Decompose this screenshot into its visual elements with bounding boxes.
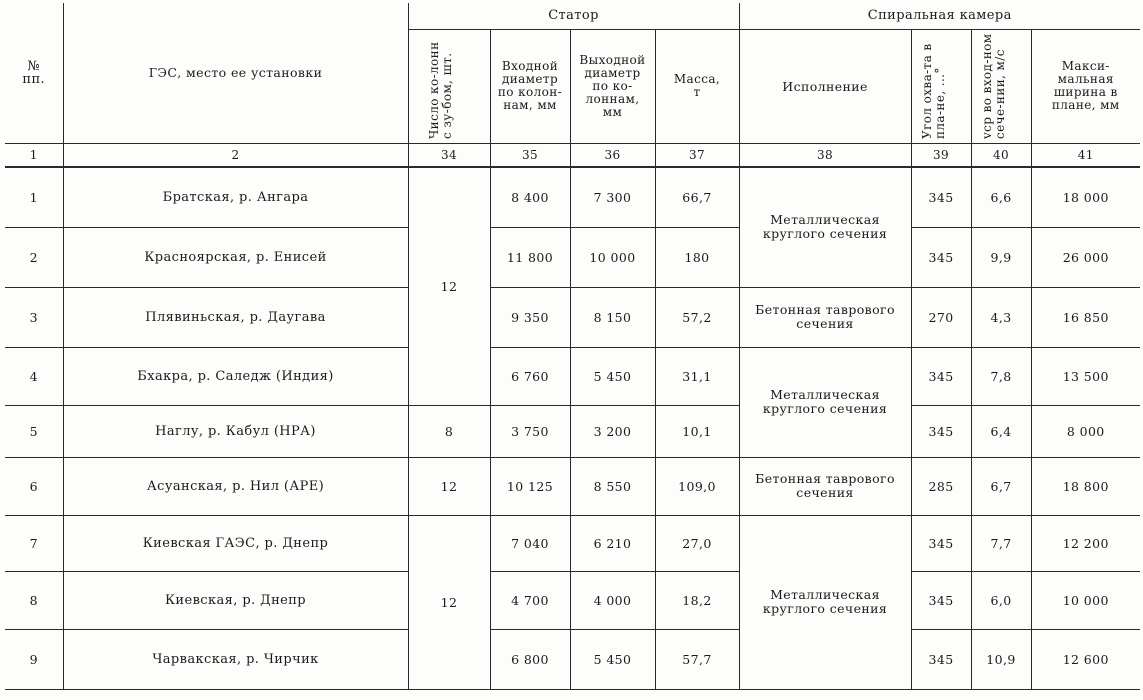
header-stator-group xyxy=(408,3,739,29)
stator-inlet-cell: 8 400 xyxy=(490,167,570,227)
header-spiral-velocity-label: vср во вход-ном сече-нии, м/с xyxy=(980,33,1008,139)
stator-outlet-cell: 6 210 xyxy=(570,515,655,571)
row-number: 7 xyxy=(5,515,63,571)
spiral-angle-cell: 345 xyxy=(911,227,971,287)
header-stator-columns xyxy=(408,29,490,143)
row-number: 4 xyxy=(5,347,63,405)
table-row xyxy=(5,515,1140,571)
column-number: 2 xyxy=(63,144,408,168)
spiral-execution-cell: Металлическая круглого сечения xyxy=(739,515,911,689)
table-row xyxy=(5,347,1140,405)
stator-mass-cell: 18,2 xyxy=(655,571,739,629)
column-number: 36 xyxy=(570,144,655,168)
spiral-velocity-cell: 7,7 xyxy=(971,515,1031,571)
column-number: 40 xyxy=(971,144,1031,168)
stator-inlet-cell: 4 700 xyxy=(490,571,570,629)
header-station xyxy=(63,3,408,144)
row-number: 8 xyxy=(5,571,63,629)
stator-outlet-cell: 10 000 xyxy=(570,227,655,287)
header-no xyxy=(5,3,63,144)
spiral-execution-cell: Бетонная таврового сечения xyxy=(739,457,911,515)
spiral-velocity-cell: 9,9 xyxy=(971,227,1031,287)
column-number: 34 xyxy=(408,144,490,168)
station-name: Киевская ГАЭС, р. Днепр xyxy=(63,515,408,571)
spiral-velocity-cell: 7,8 xyxy=(971,347,1031,405)
column-number-row xyxy=(5,144,1140,168)
stator-inlet-cell: 3 750 xyxy=(490,405,570,457)
station-name: Бхакра, р. Саледж (Индия) xyxy=(63,347,408,405)
spiral-execution-cell: Металлическая круглого сечения xyxy=(739,167,911,287)
header-spiral-label: Спиральная камера xyxy=(867,8,1012,24)
data-table xyxy=(5,3,1140,690)
header-spiral-execution xyxy=(739,29,911,143)
stator-columns-cell: 8 xyxy=(408,405,490,457)
stator-columns-cell: 12 xyxy=(408,167,490,405)
stator-mass-cell: 57,7 xyxy=(655,629,739,689)
spiral-width-cell: 12 200 xyxy=(1031,515,1140,571)
spiral-width-cell: 26 000 xyxy=(1031,227,1140,287)
header-stator-label: Статор xyxy=(548,8,599,24)
spiral-angle-cell: 345 xyxy=(911,405,971,457)
header-stator-mass xyxy=(655,29,739,143)
stator-outlet-cell: 8 150 xyxy=(570,287,655,347)
header-spiral-width xyxy=(1031,29,1140,143)
stator-columns-cell: 12 xyxy=(408,515,490,689)
column-number: 41 xyxy=(1031,144,1140,168)
stator-inlet-cell: 6 760 xyxy=(490,347,570,405)
station-name: Братская, р. Ангара xyxy=(63,167,408,227)
stator-inlet-cell: 6 800 xyxy=(490,629,570,689)
header-stator-inlet xyxy=(490,29,570,143)
station-name: Красноярская, р. Енисей xyxy=(63,227,408,287)
header-spiral-execution-label: Исполнение xyxy=(782,78,868,94)
stator-outlet-cell: 5 450 xyxy=(570,347,655,405)
table-row xyxy=(5,405,1140,457)
table-row xyxy=(5,167,1140,227)
stator-mass-cell: 57,2 xyxy=(655,287,739,347)
stator-mass-cell: 10,1 xyxy=(655,405,739,457)
spiral-width-cell: 18 000 xyxy=(1031,167,1140,227)
row-number: 5 xyxy=(5,405,63,457)
row-number: 3 xyxy=(5,287,63,347)
row-number: 6 xyxy=(5,457,63,515)
spiral-angle-cell: 345 xyxy=(911,347,971,405)
stator-outlet-cell: 3 200 xyxy=(570,405,655,457)
station-name: Асуанская, р. Нил (АРЕ) xyxy=(63,457,408,515)
station-name: Чарвакская, р. Чирчик xyxy=(63,629,408,689)
stator-columns-cell: 12 xyxy=(408,457,490,515)
stator-outlet-cell: 5 450 xyxy=(570,629,655,689)
table-row xyxy=(5,227,1140,287)
spiral-width-cell: 8 000 xyxy=(1031,405,1140,457)
header-stator-outlet xyxy=(570,29,655,143)
header-stator-columns-label: Число ко-лонн с зу-бом, шт. xyxy=(427,41,454,139)
column-number: 1 xyxy=(5,144,63,168)
header-spiral-group xyxy=(739,3,1140,29)
stator-outlet-cell: 8 550 xyxy=(570,457,655,515)
table-row xyxy=(5,571,1140,629)
spiral-angle-cell: 345 xyxy=(911,167,971,227)
header-spiral-width-label: Макси-мальная ширина в плане, мм xyxy=(1051,59,1120,113)
spiral-angle-cell: 345 xyxy=(911,571,971,629)
header-station-label: ГЭС, место ее установки xyxy=(148,65,323,80)
header-spiral-angle xyxy=(911,29,971,143)
row-number: 2 xyxy=(5,227,63,287)
station-name: Наглу, р. Кабул (НРА) xyxy=(63,405,408,457)
stator-mass-cell: 66,7 xyxy=(655,167,739,227)
header-stator-outlet-label: Выходной диаметр по ко-лоннам, мм xyxy=(579,52,646,119)
header-spiral-velocity xyxy=(971,29,1031,143)
column-number: 35 xyxy=(490,144,570,168)
spiral-width-cell: 12 600 xyxy=(1031,629,1140,689)
spiral-width-cell: 13 500 xyxy=(1031,347,1140,405)
spiral-angle-cell: 270 xyxy=(911,287,971,347)
stator-mass-cell: 27,0 xyxy=(655,515,739,571)
column-number: 38 xyxy=(739,144,911,168)
header-stator-inlet-label: Входной диаметр по колон-нам, мм xyxy=(497,59,563,113)
stator-mass-cell: 31,1 xyxy=(655,347,739,405)
spiral-angle-cell: 285 xyxy=(911,457,971,515)
spiral-angle-cell: 345 xyxy=(911,515,971,571)
spiral-width-cell: 16 850 xyxy=(1031,287,1140,347)
header-spiral-angle-label: Угол охва-та в пла-не, ...° xyxy=(920,43,948,139)
station-name: Плявиньская, р. Даугава xyxy=(63,287,408,347)
table-row xyxy=(5,457,1140,515)
header-no-label: № пп. xyxy=(22,58,46,87)
spiral-execution-cell: Металлическая круглого сечения xyxy=(739,347,911,457)
spiral-velocity-cell: 4,3 xyxy=(971,287,1031,347)
spiral-velocity-cell: 6,0 xyxy=(971,571,1031,629)
spiral-velocity-cell: 6,7 xyxy=(971,457,1031,515)
stator-mass-cell: 180 xyxy=(655,227,739,287)
spiral-angle-cell: 345 xyxy=(911,629,971,689)
spiral-width-cell: 18 800 xyxy=(1031,457,1140,515)
stator-inlet-cell: 9 350 xyxy=(490,287,570,347)
stator-mass-cell: 109,0 xyxy=(655,457,739,515)
stator-inlet-cell: 7 040 xyxy=(490,515,570,571)
column-number: 37 xyxy=(655,144,739,168)
station-name: Киевская, р. Днепр xyxy=(63,571,408,629)
spiral-width-cell: 10 000 xyxy=(1031,571,1140,629)
column-number: 39 xyxy=(911,144,971,168)
header-stator-mass-label: Масса, т xyxy=(673,72,721,100)
row-number: 9 xyxy=(5,629,63,689)
spiral-velocity-cell: 6,6 xyxy=(971,167,1031,227)
stator-outlet-cell: 7 300 xyxy=(570,167,655,227)
row-number: 1 xyxy=(5,167,63,227)
table-row xyxy=(5,629,1140,689)
stator-inlet-cell: 10 125 xyxy=(490,457,570,515)
spiral-execution-cell: Бетонная таврового сечения xyxy=(739,287,911,347)
stator-outlet-cell: 4 000 xyxy=(570,571,655,629)
stator-inlet-cell: 11 800 xyxy=(490,227,570,287)
table-row xyxy=(5,287,1140,347)
spiral-velocity-cell: 6,4 xyxy=(971,405,1031,457)
spiral-velocity-cell: 10,9 xyxy=(971,629,1031,689)
